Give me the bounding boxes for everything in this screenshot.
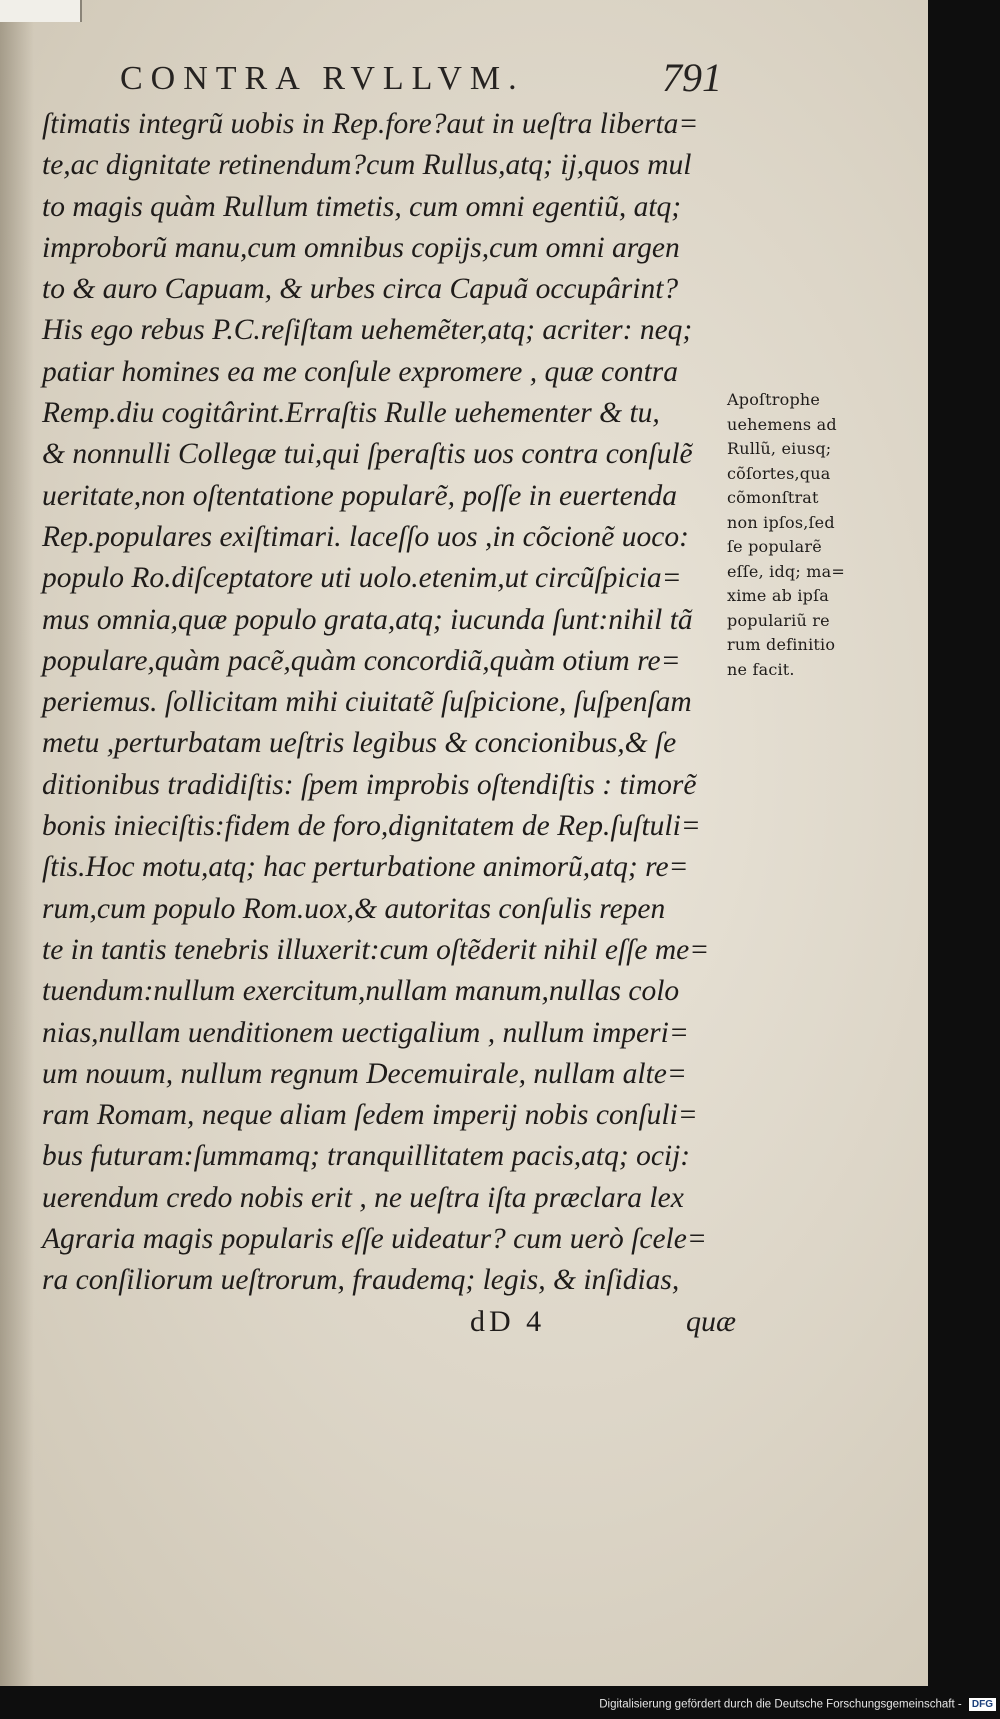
text-line: ram Romam, neque aliam ſedem imperij nobis conſuli= <box>42 1099 698 1132</box>
text-line: & nonnulli Collegæ tui,qui ſperaſtis uos contra conſulẽ <box>42 438 693 471</box>
dfg-logo: DFG <box>969 1698 996 1711</box>
marginal-note-line: cõmonſtrat <box>727 488 819 507</box>
marginal-note <box>727 388 875 682</box>
marginal-note-line: ne facit. <box>727 659 795 679</box>
text-line: Agraria magis popularis eſſe uideatur? cum uerò ſcele= <box>42 1223 707 1256</box>
text-line: populo Ro.diſceptatore uti uolo.etenim,ut circũſpicia= <box>42 562 682 595</box>
marginal-note-line: rum definitio <box>727 635 836 654</box>
text-line: ra conſiliorum ueſtrorum, fraudemq; legis, & inſidias, <box>42 1264 680 1297</box>
text-line: to & auro Capuam, & urbes circa Capuã occupârint? <box>42 273 679 306</box>
text-line: Remp.diu cogitârint.Erraſtis Rulle uehementer & tu, <box>42 397 660 430</box>
marginal-note-line: uehemens ad <box>727 414 837 434</box>
catchword: quæ <box>686 1305 737 1338</box>
marginal-note-line: non ipſos,ſed <box>727 512 835 532</box>
text-line: ſtimatis integrũ uobis in Rep.fore?aut in ueſtra liberta= <box>42 108 699 140</box>
digitization-credit <box>396 1698 996 1716</box>
marginal-note-line: eſſe, idq; ma= <box>727 561 845 581</box>
page-number: 791 <box>662 55 722 100</box>
text-line: te,ac dignitate retinendum?cum Rullus,atq; ij,quos mul <box>42 149 692 182</box>
text-line: periemus. ſollicitam mihi ciuitatẽ ſuſpicione, ſuſpenſam <box>42 686 692 719</box>
page-gutter-shadow <box>0 0 34 1686</box>
text-line: metu ,perturbatam ueſtris legibus & concionibus,& ſe <box>42 727 677 760</box>
text-line: populare,quàm pacẽ,quàm concordiã,quàm otium re= <box>42 644 681 677</box>
text-line: nias,nullam uenditionem uectigalium , nullum imperi= <box>42 1016 689 1049</box>
text-line: rum,cum populo Rom.uox,& autoritas conſulis repen <box>42 892 666 925</box>
text-line: patiar homines ea me conſule expromere , quæ contra <box>42 355 679 388</box>
signature-mark: dD 4 <box>470 1305 546 1338</box>
marginal-note-line: populariũ re <box>727 610 830 630</box>
running-title: CONTRA RVLLVM. <box>120 60 525 97</box>
page-corner-tab <box>0 0 82 22</box>
marginal-note-line: cõſortes,qua <box>727 463 831 483</box>
text-line: ueritate,non oſtentatione popularẽ, poſſe in euertenda <box>42 479 677 512</box>
marginal-note-line: Apoſtrophe <box>727 390 821 409</box>
main-text-block <box>42 104 732 1302</box>
text-line: His ego rebus P.C.reſiſtam uehemẽter,atq; acriter: neq; <box>42 314 693 347</box>
marginal-note-line: xime ab ipſa <box>727 586 829 605</box>
text-line: Rep.populares exiſtimari. laceſſo uos ,in cõcionẽ uoco: <box>42 520 689 553</box>
text-line: improborũ manu,cum omnibus copijs,cum omni argen <box>42 231 680 264</box>
text-line: ditionibus tradidiſtis: ſpem improbis oſtendiſtis : timorẽ <box>42 768 697 801</box>
marginal-note-line: Rullũ, eiusq; <box>727 439 832 458</box>
text-line: to magis quàm Rullum timetis, cum omni egentiũ, atq; <box>42 190 682 223</box>
text-line: te in tantis tenebris illuxerit:cum oſtẽderit nihil eſſe me= <box>42 933 710 966</box>
text-line: ſtis.Hoc motu,atq; hac perturbatione animorũ,atq; re= <box>42 851 689 884</box>
text-line: bus futuram:ſummamq; tranquillitatem pacis,atq; ocij: <box>42 1140 691 1173</box>
text-line: tuendum:nullum exercitum,nullam manum,nullas colo <box>42 975 680 1008</box>
text-line: uerendum credo nobis erit , ne ueſtra iſta præclara lex <box>42 1181 684 1214</box>
text-line: mus omnia,quæ populo grata,atq; iucunda ſunt:nihil tã <box>42 603 693 636</box>
marginal-note-line: ſe popularẽ <box>727 537 822 556</box>
text-line: um nouum, nullum regnum Decemuirale, nullam alte= <box>42 1057 687 1090</box>
credit-text: Digitalisierung gefördert durch die Deutsche Forschungsgemeinschaft - <box>599 1698 962 1711</box>
text-line: bonis inieciſtis:fidem de foro,dignitatem de Rep.ſuſtuli= <box>42 810 701 843</box>
